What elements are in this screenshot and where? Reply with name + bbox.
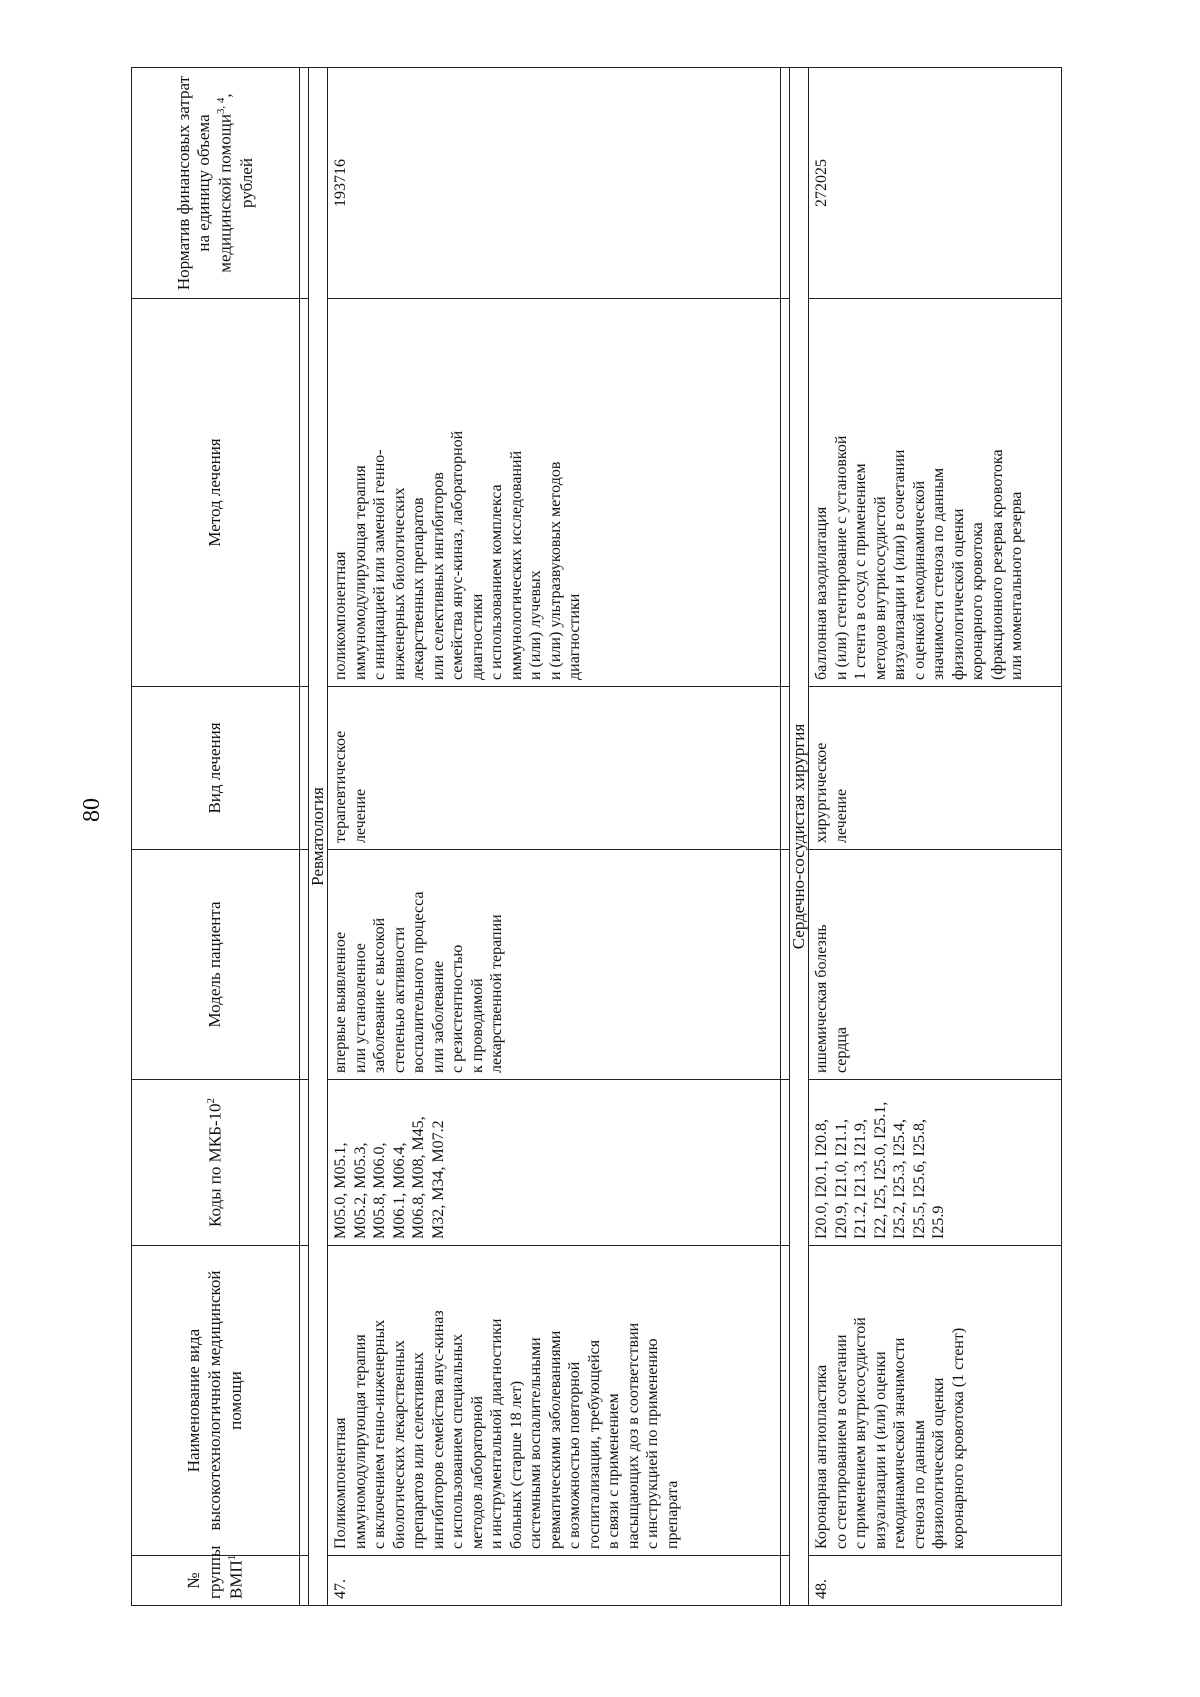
page-number: 80 xyxy=(78,798,105,822)
row-norm: 272025 xyxy=(809,68,1062,299)
row-codes: М05.0, М05.1, М05.2, М05.3, М05.8, М06.0, М06.1, М06.4, М06.8, М08, М45, М32, М34, М07.2 xyxy=(328,1080,781,1246)
row-codes: I20.0, I20.1, I20.8, I20.9, I21.0, I21.1, I21.2, I21.3, I21.9, I22, I25, I25.0, I25.1, I25.2, I25.3, I25.4, I25.5, I25.6, I25.8, I25.9 xyxy=(809,1080,1062,1246)
row-type: терапевтическое лечение xyxy=(328,687,781,850)
header-model: Модель пациента xyxy=(132,850,300,1080)
row-model: впервые выявленное или установленное заболевание с высокой степенью активности воспалительного процесса или заболевание с резистентностью к проводимой лекарственной терапии xyxy=(328,850,781,1080)
header-codes: Коды по МКБ-$10^2$ xyxy=(132,1080,300,1246)
vmp-table xyxy=(131,67,1062,1606)
header-row xyxy=(132,68,300,1606)
section-row-rheumatology xyxy=(309,68,328,1606)
row-model: ишемическая болезнь сердца xyxy=(809,850,1062,1080)
header-group-number: № группы ВМП$^1$ xyxy=(132,1556,300,1606)
section-title: Сердечно-сосудистая хирургия xyxy=(790,68,809,1606)
header-norm: Норматив финансовых затрат на единицу объема медицинской помощи$^{3, 4}$, рублей xyxy=(132,68,300,299)
row-method: поликомпонентная иммуномодулирующая терапия с инициацией или заменой генно- инженерных биологических лекарственных препаратов или селективных ингибиторов семейства янус-киназ, лабораторной диагностики с использованием комплекса иммунологических исследований и (или) лучевых и (или) ультразвуковых методов диагностики xyxy=(328,299,781,687)
row-number: 47. xyxy=(328,1556,781,1606)
row-number: 48. xyxy=(809,1556,1062,1606)
section-row-cardiovascular-surgery xyxy=(790,68,809,1606)
row-norm: 193716 xyxy=(328,68,781,299)
row-name: Коронарная ангиопластика со стентированием в сочетании с применением внутрисосудистой визуализации и (или) оценки гемодинамической значимости стеноза по данным физиологической оценки коронарного кровотока (1 стент) xyxy=(809,1246,1062,1556)
row-type: хирургическое лечение xyxy=(809,687,1062,850)
section-title: Ревматология xyxy=(309,68,328,1606)
table-row xyxy=(328,68,781,1606)
header-name: Наименование вида высокотехнологичной медицинской помощи xyxy=(132,1246,300,1556)
table-row xyxy=(809,68,1062,1606)
header-type: Вид лечения xyxy=(132,687,300,850)
rotated-table-frame xyxy=(131,68,1051,1606)
row-name: Поликомпонентная иммуномодулирующая терапия с включением генно-инженерных биологических лекарственных препаратов или селективных ингибиторов семейства янус-киназ с использованием специальных методов лабораторной и инструментальной диагностики больных (старше 18 лет) системными воспалительными ревматическими заболеваниями с возможностью повторной госпитализации, требующейся в связи с применением насыщающих доз в соответствии с инструкцией по применению препарата xyxy=(328,1246,781,1556)
row-method: баллонная вазодилатация и (или) стентирование с установкой 1 стента в сосуд с применением методов внутрисосудистой визуализации и (или) в сочетании с оценкой гемодинамической значимости стеноза по данным физиологической оценки коронарного кровотока (фракционного резерва кровотока или моментального резерва xyxy=(809,299,1062,687)
header-method: Метод лечения xyxy=(132,299,300,687)
